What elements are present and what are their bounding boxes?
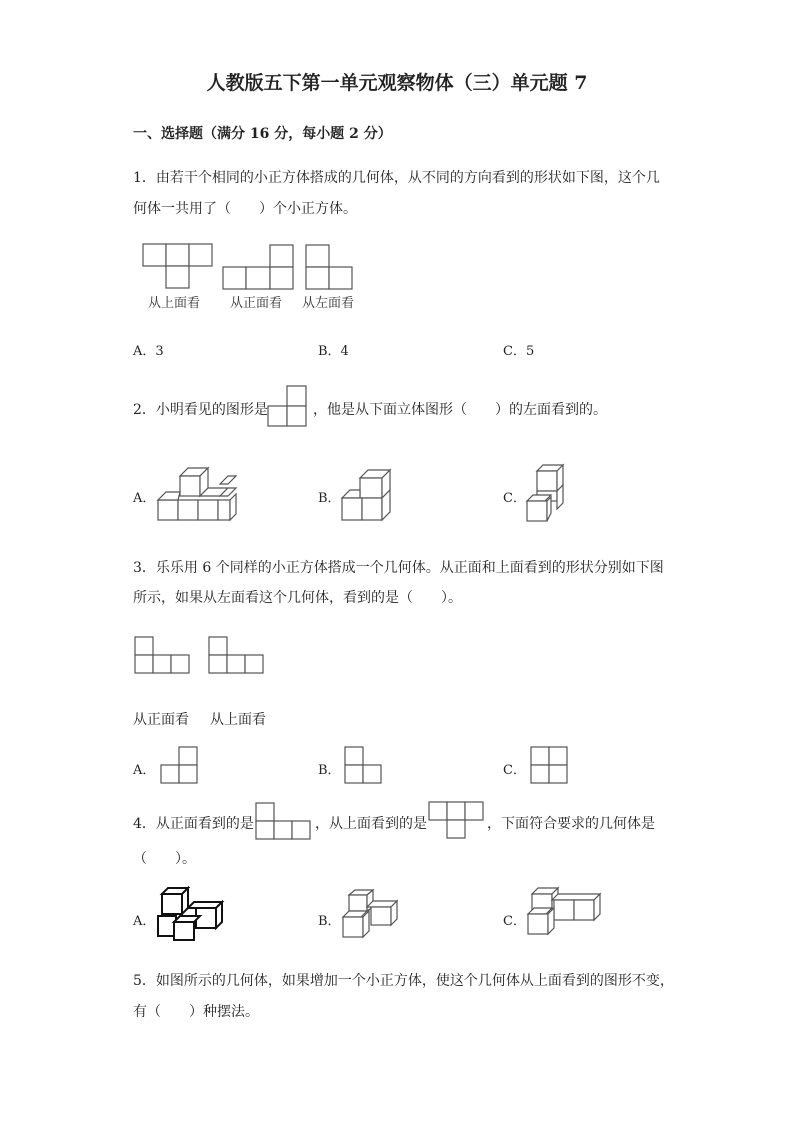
q3-option-a-view bbox=[160, 746, 200, 786]
q4-text-c: ，下面符合要求的几何体是 bbox=[487, 816, 655, 832]
q1-top-view-figure bbox=[143, 244, 213, 294]
q2-option-a[interactable]: A． bbox=[133, 491, 156, 506]
q4-front-view-figure bbox=[255, 802, 313, 842]
q4-option-a[interactable]: A． bbox=[133, 914, 156, 929]
q3-caption-front: 从正面看 bbox=[133, 712, 189, 728]
q4-option-b[interactable]: B． bbox=[318, 914, 341, 929]
q3-caption-top: 从上面看 bbox=[210, 712, 266, 728]
q2-option-b[interactable]: B． bbox=[318, 491, 341, 506]
q1-option-b[interactable]: B．4 bbox=[318, 344, 349, 359]
q5-text-line2: 有（ ）种摆法。 bbox=[133, 1004, 259, 1020]
q3-option-c-view bbox=[530, 746, 570, 786]
q3-text-line1: 3．乐乐用 6 个同样的小正方体搭成一个几何体。从正面和上面看到的形状分别如下图 bbox=[133, 560, 664, 576]
q3-top-view-figure bbox=[209, 637, 267, 677]
q1-text-line2: 何体一共用了（ ）个小正方体。 bbox=[133, 201, 357, 217]
q4-option-a-solid bbox=[156, 886, 232, 944]
q2-option-c[interactable]: C． bbox=[503, 491, 526, 506]
q5-text-line1: 5．如图所示的几何体，如果增加一个小正方体，使这个几何体从上面看到的图形不变， bbox=[133, 973, 674, 989]
q4-option-b-solid bbox=[341, 889, 401, 945]
q4-top-view-figure bbox=[428, 801, 486, 841]
q1-caption-left: 从左面看 bbox=[302, 296, 355, 311]
q1-caption-front: 从正面看 bbox=[230, 296, 283, 311]
q1-text-line1: 1．由若干个相同的小正方体搭成的几何体，从不同的方向看到的形状如下图，这个几 bbox=[133, 170, 660, 186]
q3-text-line2: 所示，如果从左面看这个几何体，看到的是（ ）。 bbox=[133, 590, 462, 606]
q4-text-b: ，从上面看到的是 bbox=[315, 816, 427, 832]
q2-option-c-solid bbox=[525, 463, 569, 525]
q1-caption-top: 从上面看 bbox=[148, 296, 201, 311]
q4-option-c[interactable]: C． bbox=[503, 914, 526, 929]
q4-text-a: 4．从正面看到的是 bbox=[133, 816, 254, 832]
q3-option-b[interactable]: B． bbox=[318, 763, 341, 778]
q2-seen-view-figure bbox=[267, 384, 311, 430]
q4-text-line2: （ ）。 bbox=[133, 851, 196, 867]
q1-option-a[interactable]: A．3 bbox=[133, 344, 164, 359]
q2-option-a-solid bbox=[156, 466, 240, 524]
q4-option-c-solid bbox=[526, 886, 602, 946]
q1-option-c[interactable]: C．5 bbox=[503, 344, 535, 359]
page-title: 人教版五下第一单元观察物体（三）单元题 7 bbox=[206, 72, 588, 94]
q3-option-a[interactable]: A． bbox=[133, 763, 156, 778]
q1-front-view-figure bbox=[223, 245, 295, 293]
q2-option-b-solid bbox=[340, 468, 396, 524]
q2-text-a: 2．小明看见的图形是 bbox=[133, 402, 268, 418]
q2-text-b: ，他是从下面立体图形（ ）的左面看到的。 bbox=[313, 402, 607, 418]
q3-front-view-figure bbox=[135, 637, 193, 677]
q3-option-b-view bbox=[344, 746, 384, 786]
section-heading: 一、选择题（满分 16 分，每小题 2 分） bbox=[133, 126, 392, 142]
q3-option-c[interactable]: C． bbox=[503, 763, 526, 778]
q1-left-view-figure bbox=[306, 245, 356, 293]
